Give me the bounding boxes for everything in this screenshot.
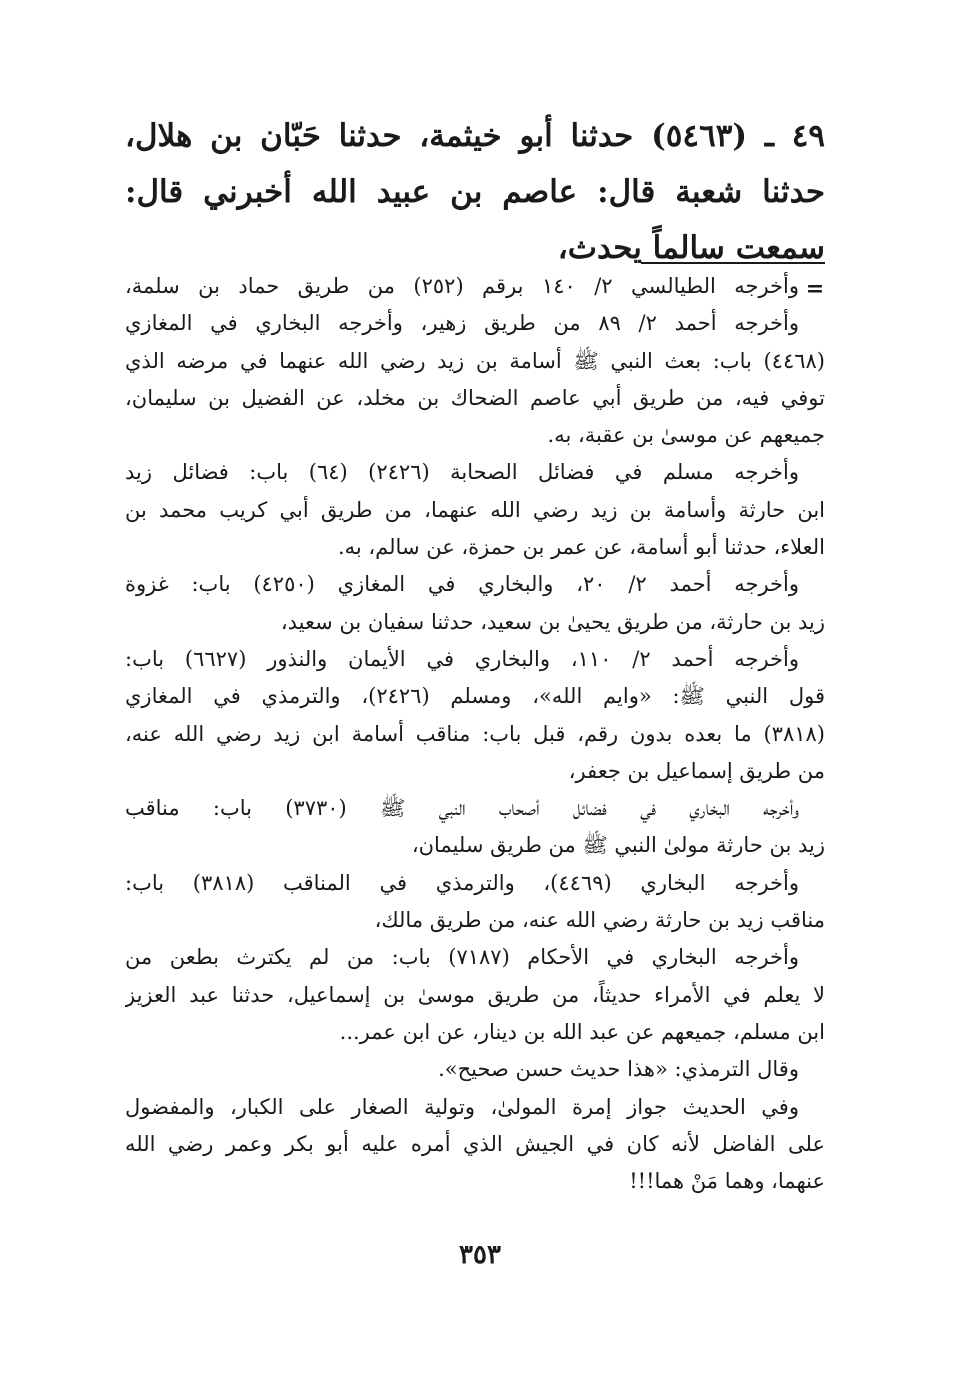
footnote-line: العلاء، حدثنا أبو أسامة، عن عمر بن حمزة، عن سالم، به. <box>337 535 825 560</box>
footnote-line: لا يعلم في الأمراء حديثاً، من طريق موسىٰ بن إسماعيل، حدثنا عبد العزيز <box>125 982 825 1007</box>
footnote-line: وأخرجه أحمد ٢/ ١١٠، والبخاري في الأيمان والنذور (٦٦٢٧) باب: <box>125 646 799 671</box>
footnote-line: وأخرجه الطيالسي ٢/ ١٤٠ برقم (٢٥٢) من طريق حماد بن سلمة، <box>125 274 800 298</box>
footnote-line: وقال الترمذي: «هذا حديث حسن صحيح». <box>438 1057 799 1082</box>
continuation-mark: = <box>805 276 825 302</box>
footnote-line: زيد بن حارثة مولىٰ النبي ﷺ من طريق سليمان، <box>411 833 825 858</box>
footnote-line: وأخرجه البخاري في فضائل أصحاب النبي ﷺ (٣٧٣٠) باب: مناقب <box>125 796 800 821</box>
footnote-line: وفي الحديث جواز إمرة المولىٰ، وتولية الصغار على الكبار، والمفضول <box>125 1094 799 1119</box>
footnote-line: وأخرجه البخاري (٤٤٦٩)، والترمذي في المناقب (٣٨١٨) باب: <box>125 870 799 895</box>
footnote-line: وأخرجه أحمد ٢/ ٢٠، والبخاري في المغازي (٤٢٥٠) باب: غزوة <box>125 572 799 597</box>
footnote-line: عنهما، وهما مَنْ هما!!! <box>629 1169 825 1194</box>
footnote-line: مناقب زيد بن حارثة رضي الله عنه، من طريق مالك، <box>374 908 825 933</box>
page-number: ٣٥٣ <box>459 1240 501 1270</box>
footnote-line: ابن حارثة وأسامة بن زيد رضي الله عنهما، من طريق أبي كريب محمد بن <box>125 497 825 522</box>
footnote-line: وأخرجه مسلم في فضائل الصحابة (٢٤٢٦) (٦٤) باب: فضائل زيد <box>125 460 799 485</box>
footnote-separator <box>641 262 825 264</box>
footnotes <box>125 268 825 1200</box>
hadith-text: ٤٩ ـ (٥٤٦٣) حدثنا أبو خيثمة، حدثنا حَبّان بن هلال، حدثنا شعبة قال: عاصم بن عبيد الله أخبرني قال: سمعت سالماً يحدث، <box>125 118 825 266</box>
footnote-line: قول النبي ﷺ: «وايم الله»، ومسلم (٢٤٢٦)، والترمذي في المغازي <box>125 684 825 709</box>
footnote-line: زيد بن حارثة، من طريق يحيىٰ بن سعيد، حدثنا سفيان بن سعيد، <box>280 609 825 634</box>
footnote-line: على الفاضل لأنه كان في الجيش الذي أمره عليه أبو بكر وعمر رضي الله <box>125 1131 825 1156</box>
footnote-line: وأخرجه البخاري في الأحكام (٧١٨٧) باب: من لم يكترث بطعن من <box>125 945 799 970</box>
footnote-line: (٤٤٦٨) باب: بعث النبي ﷺ أسامة بن زيد رضي الله عنهما في مرضه الذي <box>125 348 825 373</box>
footnote-line: (٣٨١٨) ما بعده بدون رقم، قبل باب: مناقب أسامة ابن زيد رضي الله عنه، <box>125 721 825 746</box>
footnote-line: من طريق إسماعيل بن جعفر، <box>568 758 825 783</box>
footnote-line: جميعهم عن موسىٰ بن عقبة، به. <box>547 423 825 448</box>
footnote-line: ابن مسلم، جميعهم عن عبد الله بن دينار، عن ابن عمر... <box>339 1019 825 1044</box>
footnote-line: وأخرجه أحمد ٢/ ٨٩ من طريق زهير، وأخرجه البخاري في المغازي <box>125 311 799 336</box>
footnote-line: توفي فيه، من طريق أبي عاصم الضحاك بن مخلد، عن الفضيل بن سليمان، <box>125 385 825 410</box>
